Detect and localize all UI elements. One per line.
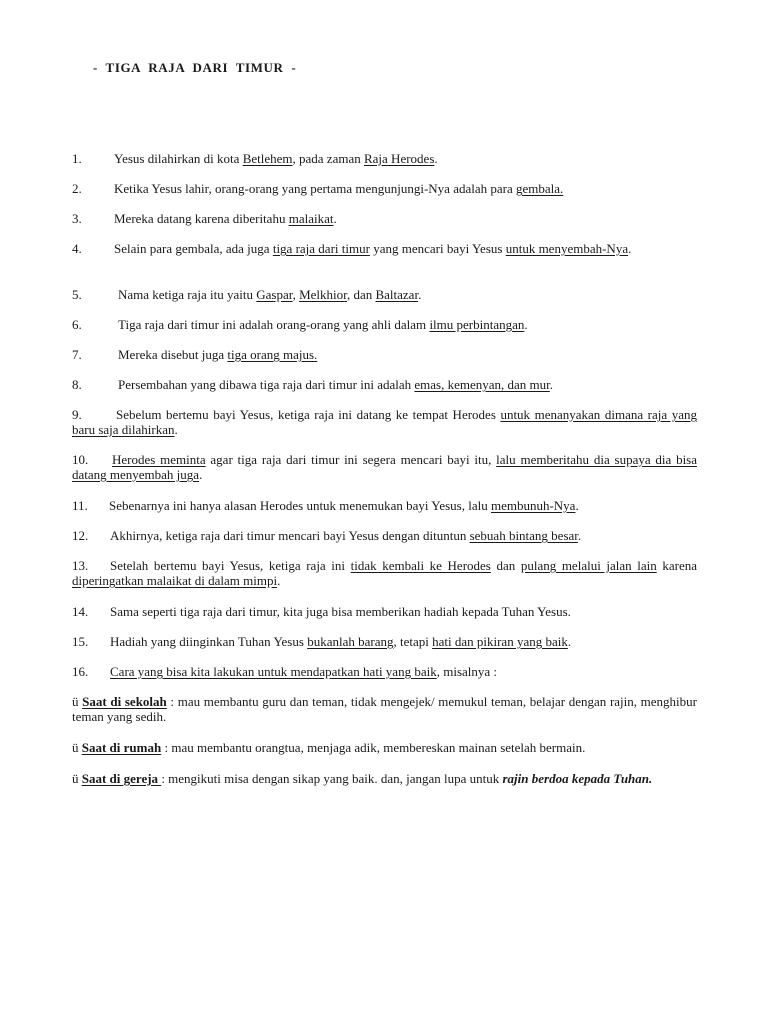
list-item [72, 498, 697, 513]
underlined-phrase: malaikat [288, 211, 334, 226]
item-number: 14. [72, 604, 89, 619]
item-text [118, 317, 528, 332]
list-item [72, 558, 697, 588]
list-item [72, 211, 697, 226]
list-item [72, 347, 697, 362]
text-segment: . [174, 422, 178, 437]
item-text [114, 151, 438, 166]
bullet-heading: Saat di sekolah [82, 694, 167, 709]
text-segment: . [628, 241, 632, 256]
underlined-phrase: diperingatkan malaikat di dalam mimpi [72, 573, 278, 588]
bullet-emphasis: rajin berdoa kepada Tuhan. [502, 771, 653, 786]
bullet-heading: Saat di gereja [81, 771, 162, 786]
check-icon: ü [72, 771, 79, 786]
item-text [118, 347, 317, 362]
underlined-phrase: Baltazar [375, 287, 419, 302]
text-segment: Hadiah yang diinginkan Tuhan Yesus [110, 634, 308, 649]
item-text [114, 181, 563, 196]
underlined-phrase: hati dan pikiran yang baik [432, 634, 568, 649]
underlined-phrase: membunuh-Nya [490, 498, 576, 513]
text-segment: Sebenarnya ini hanya alasan Herodes untuk menemukan bayi Yesus, lalu [109, 498, 491, 513]
item-number: 5. [72, 287, 82, 302]
item-text [72, 558, 697, 588]
bullet-heading: Saat di rumah [81, 740, 162, 755]
text-segment: Selain para gembala, ada juga [114, 241, 273, 256]
list-item [72, 181, 697, 196]
text-segment: Sebelum bertemu bayi Yesus, ketiga raja ini datang ke tempat Herodes [116, 407, 501, 422]
text-segment: Mereka datang karena diberitahu [114, 211, 289, 226]
item-number: 7. [72, 347, 82, 362]
bullet-church [72, 771, 697, 786]
text-segment: karena [656, 558, 697, 573]
text-segment: . [418, 287, 422, 302]
text-segment: dan [490, 558, 521, 573]
underlined-phrase: untuk menanyakan dimana raja yang baru saja dilahirkan [72, 407, 697, 437]
item-number: 16. [72, 664, 89, 679]
underlined-phrase: Herodes meminta [112, 452, 206, 467]
list-item [72, 528, 697, 543]
list-item [72, 452, 697, 482]
text-segment: Tiga raja dari timur ini adalah orang-orang yang ahli dalam [118, 317, 430, 332]
text-segment: Setelah bertemu bayi Yesus, ketiga raja ini [110, 558, 351, 573]
underlined-phrase: emas, kemenyan, dan mur [414, 377, 550, 392]
underlined-phrase: lalu memberitahu dia supaya dia bisa datang menyembah juga [72, 452, 698, 482]
text-segment: Yesus dilahirkan di kota [114, 151, 243, 166]
text-segment: , tetapi [393, 634, 433, 649]
list-item [72, 287, 697, 302]
document-title: - TIGA RAJA DARI TIMUR - [93, 60, 297, 75]
item-text [114, 211, 337, 226]
underlined-phrase: Cara yang bisa kita lakukan untuk mendapatkan hati yang baik [110, 664, 437, 679]
bullet-school [72, 694, 697, 724]
item-text [118, 377, 553, 392]
list-item [72, 664, 697, 679]
bullet-text: : mengikuti misa dengan sikap yang baik. dan, jangan lupa untuk [161, 771, 503, 786]
underlined-phrase: gembala. [516, 181, 564, 196]
text-segment: Persembahan yang dibawa tiga raja dari timur ini adalah [118, 377, 415, 392]
text-segment: , pada zaman [292, 151, 364, 166]
item-text [72, 452, 697, 482]
item-text [110, 528, 581, 543]
underlined-phrase: Melkhior [299, 287, 347, 302]
item-number: 8. [72, 377, 82, 392]
underlined-phrase: untuk menyembah-Nya [505, 241, 629, 256]
list-item [72, 377, 697, 392]
text-segment: agar tiga raja dari timur ini segera mencari bayi itu, [205, 452, 497, 467]
text-segment: Nama ketiga raja itu yaitu [118, 287, 257, 302]
text-segment: yang mencari bayi Yesus [369, 241, 506, 256]
check-icon: ü [72, 694, 79, 709]
list-item [72, 407, 697, 437]
list-item [72, 241, 697, 256]
text-segment: . [524, 317, 528, 332]
bullet-home [72, 740, 697, 755]
text-segment: . [567, 634, 572, 649]
underlined-phrase: sebuah bintang besar [469, 528, 578, 543]
underlined-phrase: Betlehem [242, 151, 293, 166]
list-item [72, 604, 697, 619]
underlined-phrase: bukanlah barang [307, 634, 394, 649]
item-text [110, 604, 571, 619]
item-number: 4. [72, 241, 82, 256]
item-text [110, 664, 497, 679]
item-text [72, 407, 697, 437]
text-segment: . [575, 498, 579, 513]
item-number: 6. [72, 317, 82, 332]
item-number: 2. [72, 181, 82, 196]
item-number: 11. [72, 498, 88, 513]
underlined-phrase: tidak kembali ke Herodes [350, 558, 491, 573]
item-text [110, 634, 571, 649]
text-segment: Mereka disebut juga [118, 347, 228, 362]
text-segment: . [549, 377, 554, 392]
text-segment: . [434, 151, 438, 166]
list-item [72, 317, 697, 332]
underlined-phrase: tiga orang majus. [227, 347, 318, 362]
item-number: 10. [72, 452, 89, 467]
item-text [118, 287, 421, 302]
check-icon: ü [72, 740, 79, 755]
text-segment: , dan [346, 287, 376, 302]
underlined-phrase: Gaspar [256, 287, 293, 302]
item-text [114, 241, 631, 256]
bullet-text: : mau membantu guru dan teman, tidak mengejek/ memukul teman, belajar dengan rajin, menghibur teman yang sedih. [72, 694, 697, 724]
item-number: 15. [72, 634, 89, 649]
text-segment: Ketika Yesus lahir, orang-orang yang pertama mengunjungi-Nya adalah para [114, 181, 516, 196]
text-segment: , [292, 287, 300, 302]
bullet-text: : mau membantu orangtua, menjaga adik, membereskan mainan setelah bermain. [161, 740, 586, 755]
underlined-phrase: tiga raja dari timur [272, 241, 370, 256]
text-segment: . [277, 573, 281, 588]
underlined-phrase: Raja Herodes [363, 151, 435, 166]
list-item [72, 634, 697, 649]
item-number: 12. [72, 528, 89, 543]
underlined-phrase: pulang melalui jalan lain [520, 558, 657, 573]
text-segment: . [577, 528, 582, 543]
list-item [72, 151, 697, 166]
item-number: 9. [72, 407, 82, 422]
item-number: 3. [72, 211, 82, 226]
item-number: 1. [72, 151, 82, 166]
text-segment: Sama seperti tiga raja dari timur, kita juga bisa memberikan hadiah kepada Tuhan Yesus. [110, 604, 571, 619]
text-segment: Akhirnya, ketiga raja dari timur mencari bayi Yesus dengan dituntun [110, 528, 470, 543]
underlined-phrase: ilmu perbintangan [429, 317, 525, 332]
text-segment: , misalnya : [436, 664, 498, 679]
item-text [109, 498, 579, 513]
item-number: 13. [72, 558, 89, 573]
text-segment: . [333, 211, 337, 226]
text-segment: . [199, 467, 203, 482]
